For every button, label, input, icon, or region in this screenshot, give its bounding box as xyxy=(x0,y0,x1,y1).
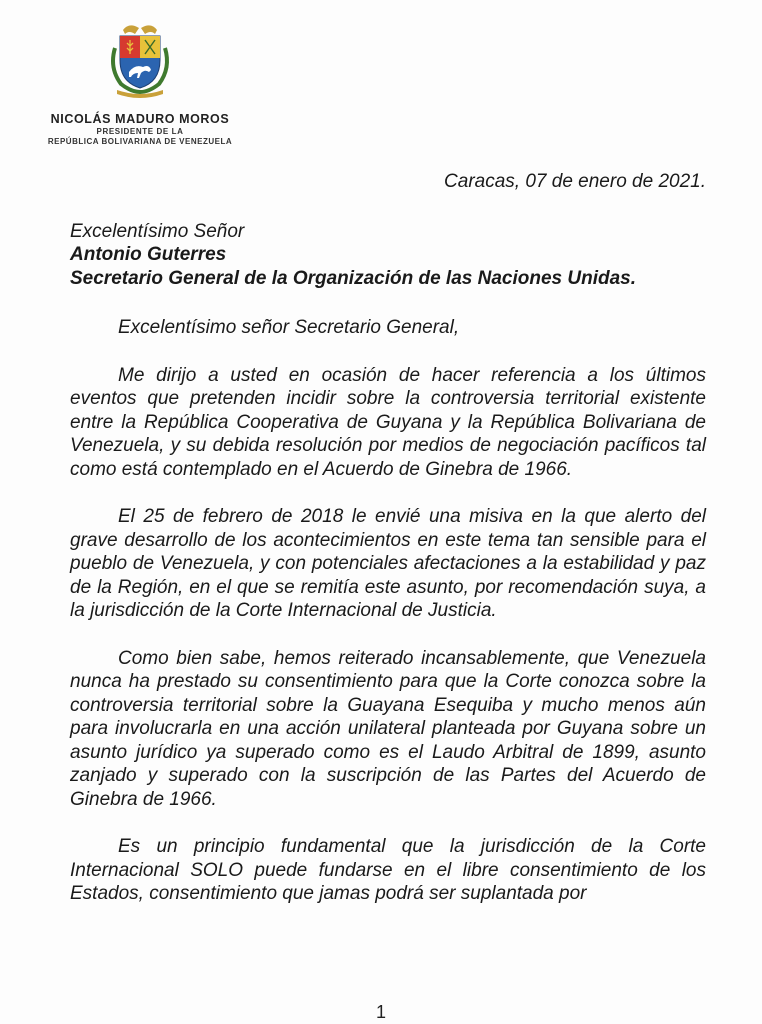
letter-body xyxy=(70,170,706,906)
letter-date: Caracas, 07 de enero de 2021. xyxy=(444,171,706,192)
letterhead-role: PRESIDENTE DE LA xyxy=(96,127,184,136)
addressee-name: Antonio Guterres xyxy=(70,244,227,265)
paragraph-4: Es un principio fundamental que la jurisdicción de la Corte Internacional SOLO puede fundarse en el libre consentimiento de los Estados, consentimiento que jamas podrá ser suplantada por xyxy=(70,836,706,904)
venezuela-coat-of-arms-icon xyxy=(105,20,175,98)
paragraph-2: El 25 de febrero de 2018 le envié una misiva en la que alerto del grave desarrollo de los acontecimientos en este tema tan sensible para el pueblo de Venezuela, y con potenciales afectaciones a la estabilidad y paz de la Región, en el que se remitía este asunto, por recomendación suya, a la jurisdicción de la Corte Internacional de Justicia. xyxy=(70,506,706,621)
paragraph-3: Como bien sabe, hemos reiterado incansablemente, que Venezuela nunca ha prestado su consentimiento para que la Corte conozca sobre la controversia territorial sobre la Guayana Esequiba y mucho menos aún para involucrarla en una acción unilateral planteada por Guyana sobre un asunto jurídico ya superado como es el Laudo Arbitral de 1899, asunto zanjado y superado con la suscripción de las Partes del Acuerdo de Ginebra de 1966. xyxy=(70,647,706,810)
letterhead xyxy=(30,20,250,146)
addressee-block xyxy=(70,220,706,291)
letterhead-name: NICOLÁS MADURO MOROS xyxy=(50,112,230,126)
page-number: 1 xyxy=(375,1002,386,1022)
addressee-title: Excelentísimo Señor xyxy=(70,220,245,242)
salutation: Excelentísimo señor Secretario General, xyxy=(118,317,460,338)
paragraph-1: Me dirijo a usted en ocasión de hacer referencia a los últimos eventos que pretenden incidir sobre la controversia territorial existente entre la República Cooperativa de Guyana y la República Bolivariana de Venezuela, y su debida resolución por medios de negociación pacíficos tal como está contemplado en el Acuerdo de Ginebra de 1966. xyxy=(70,364,706,480)
addressee-position: Secretario General de la Organización de las Naciones Unidas. xyxy=(70,267,636,289)
letterhead-country: REPÚBLICA BOLIVARIANA DE VENEZUELA xyxy=(47,137,233,146)
